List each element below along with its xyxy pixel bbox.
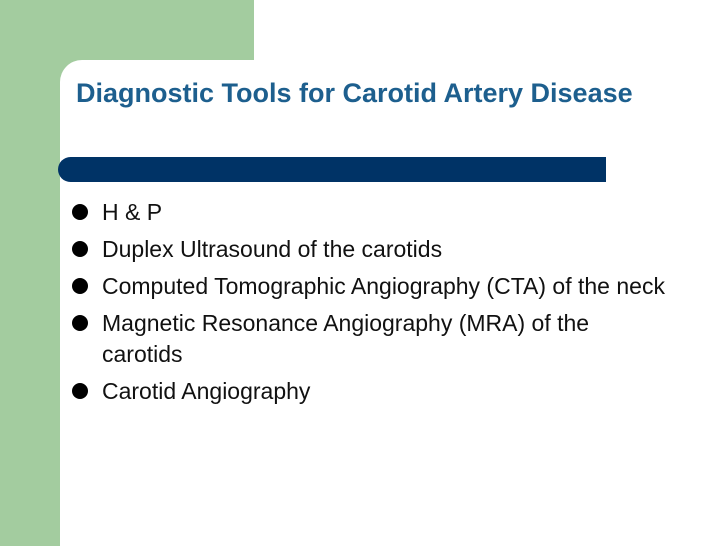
bullet-text: H & P [102, 199, 163, 225]
list-item [72, 376, 672, 407]
list-item [72, 308, 672, 370]
list-item [72, 271, 672, 302]
bullet-dot-icon [72, 383, 88, 399]
bullet-text: Duplex Ultrasound of the carotids [102, 236, 443, 262]
title-divider-bar [58, 157, 606, 182]
list-item [72, 197, 672, 228]
bullet-text: Carotid Angiography [102, 378, 311, 404]
bullet-text: Computed Tomographic Angiography (CTA) of the neck [102, 273, 665, 299]
bullet-text: Magnetic Resonance Angiography (MRA) of the carotids [102, 310, 590, 367]
bullet-list [72, 197, 672, 413]
bullet-dot-icon [72, 315, 88, 331]
bullet-dot-icon [72, 278, 88, 294]
bullet-dot-icon [72, 241, 88, 257]
slide-title: Diagnostic Tools for Carotid Artery Disease [76, 78, 633, 108]
list-item [72, 234, 672, 265]
bullet-dot-icon [72, 204, 88, 220]
